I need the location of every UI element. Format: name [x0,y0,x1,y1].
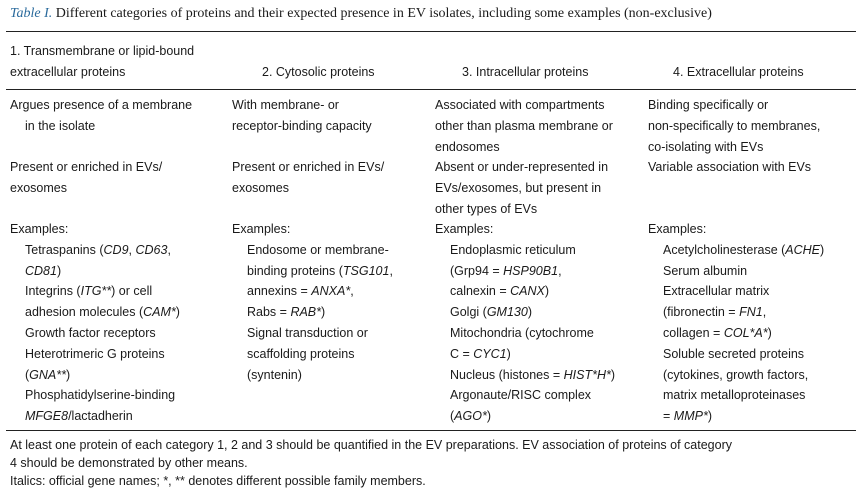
row1-col-1 [10,95,222,137]
row1-col-3-line: endosomes [435,139,500,154]
row1-col-4-line: non-specifically to membranes, [648,118,821,133]
row2-col-3 [435,157,641,219]
examples-col-2 [232,219,432,385]
example-line: collagen = COL*A*) [663,325,772,340]
example-line: Serum albumin [663,263,748,278]
row1-col-2-line: With membrane- or [232,98,339,112]
example-line: (Grp94 = HSP90B1, [450,263,562,278]
examples-label: Examples: [648,222,707,236]
example-line: Growth factor receptors [25,325,156,340]
examples-list [10,240,222,427]
row1-col-1-line: Argues presence of a membrane [10,98,193,112]
example-line: adhesion molecules (CAM*) [25,305,180,320]
example-line: Golgi (GM130) [450,305,532,320]
example-line: Extracellular matrix [663,284,770,299]
row2-col-2-line: exosomes [232,180,289,195]
row2-col-2 [232,157,432,199]
example-line: Soluble secreted proteins [663,346,805,361]
examples-list [232,240,432,386]
row2-col-1-line: Present or enriched in EVs/ [10,160,163,174]
examples-list [648,240,856,427]
row1-col-2-line: receptor-binding capacity [232,118,372,133]
header-col-1 [10,41,222,83]
row2-col-3-line: other types of EVs [435,201,538,216]
example-line: binding proteins (TSG101, [247,263,393,278]
row1-col-4-line: Binding specifically or [648,98,769,112]
examples-col-4 [648,219,856,427]
header-col-3: 3. Intracellular proteins [462,65,589,79]
example-line: (syntenin) [247,367,302,382]
header-col-4: 4. Extracellular proteins [673,65,804,79]
row2-col-4-line: Variable association with EVs [648,160,812,174]
examples-list [435,240,641,427]
row1-col-4 [648,95,856,157]
header-rule [6,89,856,90]
row2-col-3-line: Absent or under-represented in [435,160,609,174]
example-line: Integrins (ITG**) or cell [25,284,153,299]
example-line: Rabs = RAB*) [247,305,326,320]
example-line: (GNA**) [25,367,71,382]
example-line: MFGE8/lactadherin [25,409,133,424]
row1-col-4-line: co-isolating with EVs [648,139,764,154]
header-col-1-line-1: 1. Transmembrane or lipid-bound [10,44,195,58]
example-line: (cytokines, growth factors, [663,367,809,382]
example-line: Argonaute/RISC complex [450,388,592,403]
examples-col-1 [10,219,222,427]
row1-col-3-line: other than plasma membrane or [435,118,613,133]
row2-col-1 [10,157,222,199]
example-line: matrix metalloproteinases [663,388,806,403]
table-caption [10,6,712,22]
footnote-line: 4 should be demonstrated by other means. [10,456,248,470]
examples-label: Examples: [435,222,494,236]
row2-col-3-line: EVs/exosomes, but present in [435,180,602,195]
example-line: Mitochondria (cytochrome [450,325,594,340]
header-col-1-line-2: extracellular proteins [10,64,126,79]
row1-col-3 [435,95,641,157]
row2-col-4 [648,157,856,178]
example-line: Endosome or membrane- [247,242,389,257]
example-line: (fibronectin = FN1, [663,305,767,320]
row1-col-2 [232,95,432,137]
examples-label: Examples: [232,222,291,236]
footnote-line: At least one protein of each category 1, 2 and 3 should be quantified in the EV preparations. EV association of proteins of category [10,438,732,452]
example-line: annexins = ANXA*, [247,284,354,299]
example-line: Nucleus (histones = HIST*H*) [450,367,616,382]
row2-col-1-line: exosomes [10,180,67,195]
top-rule [6,31,856,32]
row1-col-1-line: in the isolate [25,118,96,133]
row1-col-3-line: Associated with compartments [435,98,605,112]
example-line: (AGO*) [450,409,491,424]
example-line: scaffolding proteins [247,346,355,361]
example-line: Heterotrimeric G proteins [25,346,165,361]
example-line: Signal transduction or [247,325,368,340]
examples-col-3 [435,219,641,427]
example-line: C = CYC1) [450,346,511,361]
example-line: Tetraspanins (CD9, CD63, [25,242,171,257]
example-line: = MMP*) [663,409,712,424]
footnote-line: Italics: official gene names; *, ** denotes different possible family members. [10,474,426,488]
example-line: Endoplasmic reticulum [450,242,576,257]
caption-text: Different categories of proteins and their expected presence in EV isolates, including some examples (non-exclusive) [55,6,712,21]
row2-col-2-line: Present or enriched in EVs/ [232,160,385,174]
example-line: calnexin = CANX) [450,284,550,299]
header-col-2: 2. Cytosolic proteins [262,65,375,79]
examples-label: Examples: [10,222,69,236]
example-line: Phosphatidylserine-binding [25,388,176,403]
example-line: CD81) [25,263,62,278]
example-line: Acetylcholinesterase (ACHE) [663,242,825,257]
bottom-rule [6,430,856,431]
caption-label: Table I. [10,6,53,21]
